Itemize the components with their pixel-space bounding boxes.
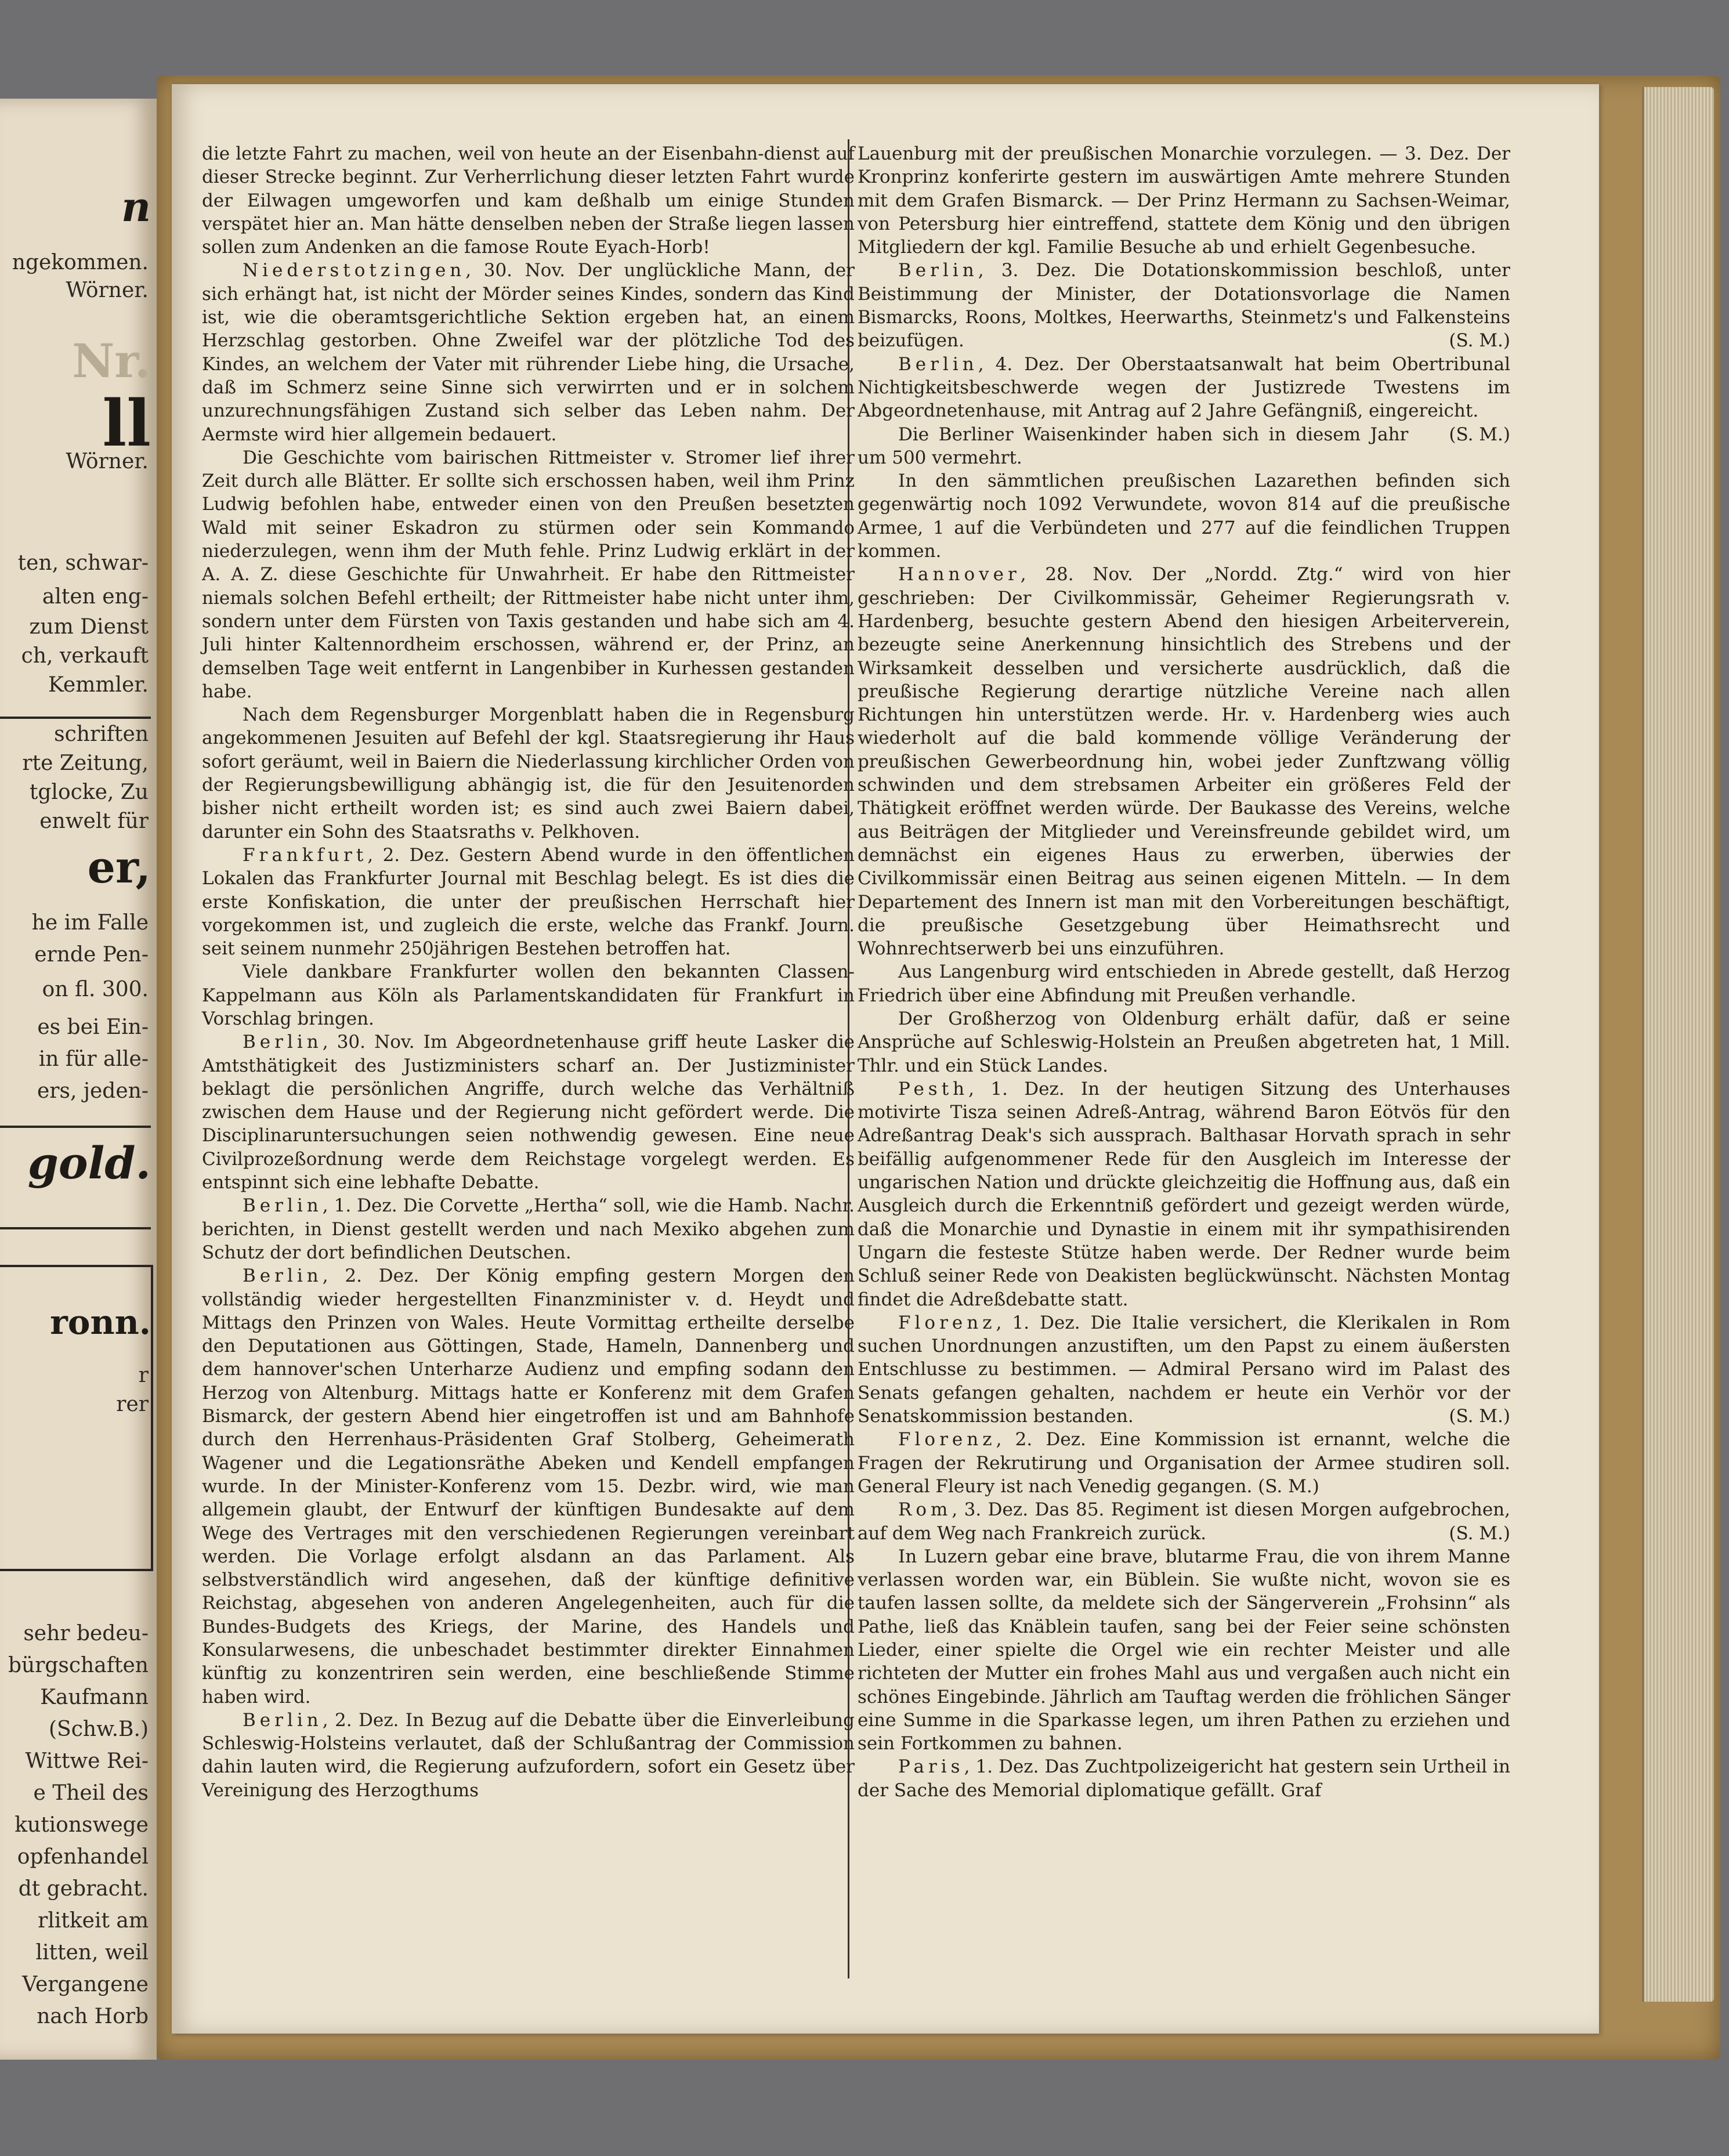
article-paragraph bbox=[858, 1311, 1510, 1428]
dateline-place: Berlin bbox=[898, 353, 978, 375]
article-paragraph bbox=[202, 960, 855, 1030]
left-page-fragment: alten eng- bbox=[42, 585, 149, 609]
left-page-fragment: n bbox=[121, 183, 151, 231]
left-page-fragment: sehr bedeu- bbox=[23, 1622, 149, 1645]
paragraph-text: Aus Langenburg wird entschieden in Abrede gestellt, daß Herzog Friedrich über eine Abfindung mit Preußen verhandle. bbox=[858, 961, 1510, 1006]
left-page-fragment: e Theil des bbox=[33, 1781, 149, 1805]
left-page-fragment: enwelt für bbox=[39, 809, 149, 833]
paragraph-text: , 1. Dez. Die Italie versichert, die Klerikalen in Rom suchen Unordnungen anzustiften, um den Papst zu einem äußersten Entschlusse zu bestimmen. — Admiral Persano wird im Palast des Senats gefangen gehalten, nachdem er heute ein Verhör vor der Senatskommission bestanden. bbox=[858, 1312, 1510, 1427]
paragraph-text: , 3. Dez. Das 85. Regiment ist diesen Morgen aufgebrochen, auf dem Weg nach Frankreich zurück. bbox=[858, 1499, 1510, 1544]
article-paragraph bbox=[202, 1264, 855, 1709]
dateline-place: Florenz bbox=[898, 1312, 996, 1333]
paragraph-text: , 2. Dez. Eine Kommission ist ernannt, welche die Fragen der Rekrutirung und Organisation der Armee studiren soll. General Fleury ist nach Venedig gegangen. (S. M.) bbox=[858, 1429, 1510, 1497]
left-page-rule bbox=[0, 717, 151, 719]
dateline-place: Niederstotzingen bbox=[243, 260, 466, 281]
left-page-fragment: he im Falle bbox=[31, 911, 149, 935]
left-page-fragment: Wörner. bbox=[66, 450, 149, 473]
article-paragraph bbox=[202, 259, 855, 446]
left-page-fragment: Wittwe Rei- bbox=[25, 1749, 149, 1773]
dateline-place: Berlin bbox=[243, 1265, 323, 1287]
text-column-left bbox=[202, 142, 855, 1802]
article-paragraph bbox=[202, 1030, 855, 1194]
left-page-fragment: ernde Pen- bbox=[34, 943, 149, 967]
source-attribution: (S. M.) bbox=[1449, 1406, 1510, 1427]
article-paragraph bbox=[858, 1077, 1510, 1311]
paragraph-text: In den sämmtlichen preußischen Lazarethen befinden sich gegenwärtig noch 1092 Verwundete, wovon 814 auf die preußische Armee, 1 auf die Verbündeten und 277 auf die feindlichen Truppen kommen. bbox=[858, 471, 1510, 562]
dateline-place: Frankfurt bbox=[243, 844, 368, 866]
left-page-fragment: on fl. 300. bbox=[42, 978, 149, 1001]
article-paragraph bbox=[202, 1194, 855, 1264]
paragraph-text: , 2. Dez. Gestern Abend wurde in den öffentlichen Lokalen das Frankfurter Journal mit Beschlag belegt. Es ist dies die erste Konfiskation, die unter der preußischen Herrschaft hier vorgekommen ist, und zugleich die erste, welche das Frankf. Journ. seit seinem nunmehr 250jährigen Bestehen betroffen hat. bbox=[202, 844, 855, 960]
paragraph-text: Viele dankbare Frankfurter wollen den bekannten Classen-Kappelmann aus Köln als Parlamentskandidaten für Frankfurt in Vorschlag bringen. bbox=[202, 961, 855, 1029]
article-paragraph bbox=[858, 142, 1510, 259]
article-paragraph bbox=[858, 1498, 1510, 1545]
paragraph-text: , 28. Nov. Der „Nordd. Ztg.“ wird von hier geschrieben: Der Civilkommissär, Geheimer Regierungsrath v. Hardenberg, besuchte gestern Abend den hiesigen Arbeiterverein, bezeugte seine Anerkennung hinsichtlich des Strebens und der Wirksamkeit desselben und versicherte ausdrücklich, daß die preußische Regierung derartige nützliche Vereine nach allen Richtungen hin unterstützen werde. Hr. v. Hardenberg wies auch wiederholt auf die bald kommende völlige Veränderung der preußischen Gewerbeordnung hin, wobei jeder Zunftzwang völlig schwinden und dem strebsamen Arbeiter ein größeres Feld der Thätigkeit eröffnet werden würde. Der Baukasse des Vereins, welche aus Beiträgen der Mitglieder und Vereinsfreunde gebildet wird, um demnächst ein eigenes Haus zu erwerben, überwies der Civilkommissär einen Beitrag aus seinen eigenen Mitteln. — In dem Departement des Innern ist man mit den Vorbereitungen beschäftigt, die preußische Gesetzgebung über Heimathsrecht und Wohnrechtserwerb bei uns einzuführen. bbox=[858, 564, 1510, 960]
article-paragraph bbox=[202, 844, 855, 960]
article-paragraph bbox=[858, 1755, 1510, 1802]
left-page-fragment: dt gebracht. bbox=[18, 1877, 149, 1901]
dateline-place: Florenz bbox=[898, 1429, 996, 1450]
left-page-fragment: er, bbox=[87, 841, 151, 893]
source-attribution: (S. M.) bbox=[1449, 330, 1510, 352]
article-paragraph bbox=[858, 469, 1510, 563]
source-attribution: (S. M.) bbox=[1449, 424, 1510, 445]
left-page-fragment: nach Horb bbox=[37, 2005, 149, 2028]
left-page-fragment: ch, verkauft bbox=[21, 644, 149, 668]
left-page-fragment: ers, jeden- bbox=[37, 1079, 149, 1103]
paragraph-text: , 3. Dez. Die Dotationskommission beschloß, unter Beistimmung der Minister, der Dotationsvorlage die Namen Bismarcks, Roons, Moltkes, Heerwarths, Steinmetz's und Falkensteins beizufügen. bbox=[858, 260, 1510, 352]
left-page-fragment: rer bbox=[116, 1392, 149, 1416]
left-page-fragment: (Schw.B.) bbox=[49, 1717, 149, 1741]
paragraph-text: Die Geschichte vom bairischen Rittmeister v. Stromer lief ihrer Zeit durch alle Blätter. Er sollte sich erschossen haben, weil ihm Prinz Ludwig befohlen habe, entweder einen von den Preußen besetzten Wald mit seiner Eskadron zu stürmen oder sein Kommando niederzulegen, wenn ihm der Muth fehle. Prinz Ludwig erklärt in der A. A. Z. diese Geschichte für Unwahrheit. Er habe den Rittmeister niemals solchen Befehl ertheilt; der Rittmeister habe nicht unter ihm, sondern unter dem Fürsten von Taxis gestanden und habe sich am 4. Juli hinter Kaltennordheim erschossen, während er, der Prinz, an demselben Tage weit entfernt in Langenbiber in Kurhessen gestanden habe. bbox=[202, 447, 855, 702]
paragraph-text: Der Großherzog von Oldenburg erhält dafür, daß er seine Ansprüche auf Schleswig-Holstein an Preußen abgetreten hat, 1 Mill. Thlr. und ein Stück Landes. bbox=[858, 1008, 1510, 1076]
paragraph-text: Nach dem Regensburger Morgenblatt haben die in Regensburg angekommenen Jesuiten auf Befehl der kgl. Staatsregierung ihr Haus sofort geräumt, weil in Baiern die Niederlassung kirchlicher Orden von der Regierungsbewilligung abhängig ist, die für den Jesuitenorden bisher nicht ertheilt worden ist; es sind auch zwei Baiern dabei, darunter ein Sohn des Staatsraths v. Pelkhoven. bbox=[202, 704, 855, 842]
paragraph-text: Die Berliner Waisenkinder haben sich in diesem Jahr um 500 vermehrt. bbox=[858, 424, 1409, 468]
article-paragraph bbox=[202, 1709, 855, 1802]
source-attribution: (S. M.) bbox=[1449, 1522, 1510, 1544]
dateline-place: Berlin bbox=[243, 1195, 323, 1217]
paragraph-text: , 4. Dez. Der Oberstaatsanwalt hat beim Obertribunal Nichtigkeitsbeschwerde wegen der Justizrede Twestens im Abgeordnetenhause, mit Antrag auf 2 Jahre Gefängniß, eingereicht. bbox=[858, 353, 1510, 422]
article-paragraph bbox=[202, 703, 855, 844]
article-paragraph bbox=[202, 142, 855, 259]
left-page-fragment: opfenhandel bbox=[17, 1845, 149, 1869]
paragraph-text: , 30. Nov. Der unglückliche Mann, der sich erhängt hat, ist nicht der Mörder seines Kindes, sondern das Kind ist, wie die oberamtsgerichtliche Sektion ergeben hat, an einem Herzschlag gestorben. Ohne Zweifel war der plötzliche Tod des Kindes, an welchem der Vater mit rührender Liebe hing, die Ursache, daß im Schmerz seine Sinne sich verwirrten und er in solchem unzurechnungsfähigen Zustand sich selber das Leben nahm. Der Aermste wird hier allgemein bedauert. bbox=[202, 260, 855, 445]
left-page-fragment: in für alle- bbox=[38, 1047, 149, 1071]
left-page-fragment: ronn. bbox=[50, 1303, 151, 1342]
left-page-fragment: ten, schwar- bbox=[17, 551, 149, 575]
article-paragraph bbox=[858, 259, 1510, 352]
paragraph-text: die letzte Fahrt zu machen, weil von heute an der Eisenbahn-dienst auf dieser Strecke beginnt. Zur Verherrlichung dieser letzten Fahrt wurde der Eilwagen umgeworfen und kam deßhalb um einige Stunden verspätet hier an. Man hätte denselben neben der Straße liegen lassen sollen zum Andenken an die famose Route Eyach-Horb! bbox=[202, 143, 855, 258]
dateline-place: Berlin bbox=[243, 1709, 323, 1731]
paragraph-text: Lauenburg mit der preußischen Monarchie vorzulegen. — 3. Dez. Der Kronprinz konferirte gestern im auswärtigen Amte mehrere Stunden mit dem Grafen Bismarck. — Der Prinz Hermann zu Sachsen-Weimar, von Petersburg hier eintreffend, stattete dem König und den übrigen Mitgliedern der kgl. Familie Besuche ab und erhielt Gegenbesuche. bbox=[858, 143, 1510, 258]
article-paragraph bbox=[858, 353, 1510, 445]
page-edges bbox=[1642, 87, 1714, 2002]
left-page-fragment: rte Zeitung, bbox=[22, 751, 149, 775]
left-page-fragment: bürgschaften bbox=[8, 1654, 149, 1677]
paragraph-text: , 1. Dez. Die Corvette „Hertha“ soll, wie die Hamb. Nachr. berichten, in Dienst gestellt werden und nach Mexiko abgehen zum Schutz der dort befindlichen Deutschen. bbox=[202, 1195, 855, 1263]
left-page-fragment: Vergangene bbox=[22, 1973, 149, 1996]
left-page-fragment: rlitkeit am bbox=[38, 1909, 149, 1933]
left-page-fragment: ll bbox=[102, 386, 151, 461]
article-paragraph bbox=[858, 960, 1510, 1007]
paragraph-text: In Luzern gebar eine brave, blutarme Frau, die von ihrem Manne verlassen worden war, ein Büblein. Sie wußte nicht, wovon sie es taufen lassen sollte, da meldete sich der Sängerverein „Frohsinn“ als Pathe, ließ das Knäblein taufen, sang bei der Feier seine schönsten Lieder, einer spielte die Orgel wie ein rechter Meister und alle richteten der Mutter ein frohes Mahl aus und vergaßen auch nicht ein schönes Eingebinde. Jährlich am Tauftag werden die fröhlichen Sänger eine Summe in die Sparkasse legen, um ihren Pathen zu erziehen und sein Fortkommen zu bahnen. bbox=[858, 1546, 1510, 1755]
left-page-fragment: es bei Ein- bbox=[37, 1015, 149, 1039]
paragraph-text: , 30. Nov. Im Abgeordnetenhause griff heute Lasker die Amtsthätigkeit des Justizministers scharf an. Der Justizminister beklagt die persönlichen Angriffe, durch welche das Verhältniß zwischen dem Hause und der Regierung nicht gefördert werde. Die Disciplinaruntersuchungen seien nothwendig gewesen. Eine neue Civilprozeßordnung werde dem Reichstage vorgelegt werden. Es entspinnt sich eine lebhafte Debatte. bbox=[202, 1032, 855, 1193]
left-page-fragment: gold. bbox=[27, 1137, 151, 1189]
left-page-fragment: Wörner. bbox=[66, 278, 149, 302]
paragraph-text: , 1. Dez. Das Zuchtpolizeigericht hat gestern sein Urtheil in der Sache des Memorial diplomatique gefällt. Graf bbox=[858, 1756, 1510, 1801]
paragraph-text: , 2. Dez. Der König empfing gestern Morgen den vollständig wieder hergestellten Finanzminister v. d. Heydt und Mittags den Prinzen von Wales. Heute Vormittag ertheilte derselbe den Deputationen aus Göttingen, Stade, Hameln, Dannenberg und dem hannover'schen Unterharze Audienz und empfing sodann den Herzog von Altenburg. Mittags hatte er Konferenz mit dem Grafen Bismarck, der gestern Abend hier eingetroffen ist und am Bahnhofe durch den Herrenhaus-Präsidenten Graf Stolberg, Geheimerath Wagener und die Legationsräthe Abeken und Kendell empfangen wurde. In der Minister-Konferenz vom 15. Dezbr. wird, wie man allgemein glaubt, der Entwurf der künftigen Bundesakte auf dem Wege des Vertrages mit den verschiedenen Regierungen vereinbart werden. Die Vorlage erfolgt alsdann an das Parlament. Als selbstverständlich wird angesehen, daß der künftige definitive Reichstag, abgesehen von anderen Angelegenheiten, auch für die Bundes-Budgets des Kriegs, der Marine, des Handels und Konsularwesens, die unbeschadet bestimmter direkter Einnahmen künftig zu konzentriren sein werden, eine beschließende Stimme haben wird. bbox=[202, 1265, 855, 1708]
article-paragraph bbox=[858, 1545, 1510, 1756]
left-page-fragment: r bbox=[138, 1363, 149, 1387]
dateline-place: Berlin bbox=[898, 260, 978, 281]
left-page-fragment: kutionswege bbox=[15, 1813, 149, 1837]
left-page-ad-box bbox=[0, 1265, 153, 1571]
left-page-fragment: ngekommen. bbox=[12, 251, 149, 274]
left-page-fragment: tglocke, Zu bbox=[29, 780, 149, 804]
paragraph-text: , 2. Dez. In Bezug auf die Debatte über die Einverleibung Schleswig-Holsteins verlautet, daß der Schlußantrag der Commission dahin lauten wird, die Regierung aufzufordern, sofort ein Gesetz über Vereinigung des Herzogthums bbox=[202, 1709, 855, 1801]
dateline-place: Rom bbox=[898, 1499, 952, 1521]
left-page bbox=[0, 99, 157, 2060]
dateline-place: Hannover bbox=[898, 564, 1021, 585]
text-column-right bbox=[858, 142, 1510, 1802]
left-page-fragment: schriften bbox=[54, 722, 149, 746]
left-page-fragment: Nr. bbox=[72, 334, 151, 388]
dateline-place: Paris bbox=[898, 1756, 964, 1778]
dateline-place: Berlin bbox=[243, 1032, 323, 1053]
article-paragraph bbox=[858, 1428, 1510, 1498]
left-page-rule bbox=[0, 1126, 151, 1128]
article-paragraph bbox=[858, 563, 1510, 960]
left-page-fragment: litten, weil bbox=[35, 1941, 149, 1965]
left-page-fragment: Kaufmann bbox=[40, 1685, 149, 1709]
paragraph-text: , 1. Dez. In der heutigen Sitzung des Unterhauses motivirte Tisza seinen Adreß-Antrag, während Baron Eötvös für den Adreßantrag Deak's sich aussprach. Balthasar Horvath sprach in sehr beifällig aufgenommener Rede für den Ausgleich im Interesse der ungarischen Nation und drückte gleichzeitig die Hoffnung aus, daß ein Ausgleich durch die Erkenntniß gefördert und gezeigt werden würde, daß die Monarchie und Dynastie in einem mit ihr sympathisirenden Ungarn die festeste Stütze haben werde. Der Redner wurde beim Schluß seiner Rede von Deakisten beglückwünscht. Nächsten Montag findet die Adreßdebatte statt. bbox=[858, 1078, 1510, 1310]
article-paragraph bbox=[858, 1007, 1510, 1077]
article-paragraph bbox=[202, 446, 855, 703]
left-page-rule bbox=[0, 1227, 151, 1229]
dateline-place: Pesth bbox=[898, 1078, 969, 1099]
left-page-fragment: Kemmler. bbox=[48, 673, 149, 697]
left-page-fragment: zum Dienst bbox=[29, 615, 149, 639]
